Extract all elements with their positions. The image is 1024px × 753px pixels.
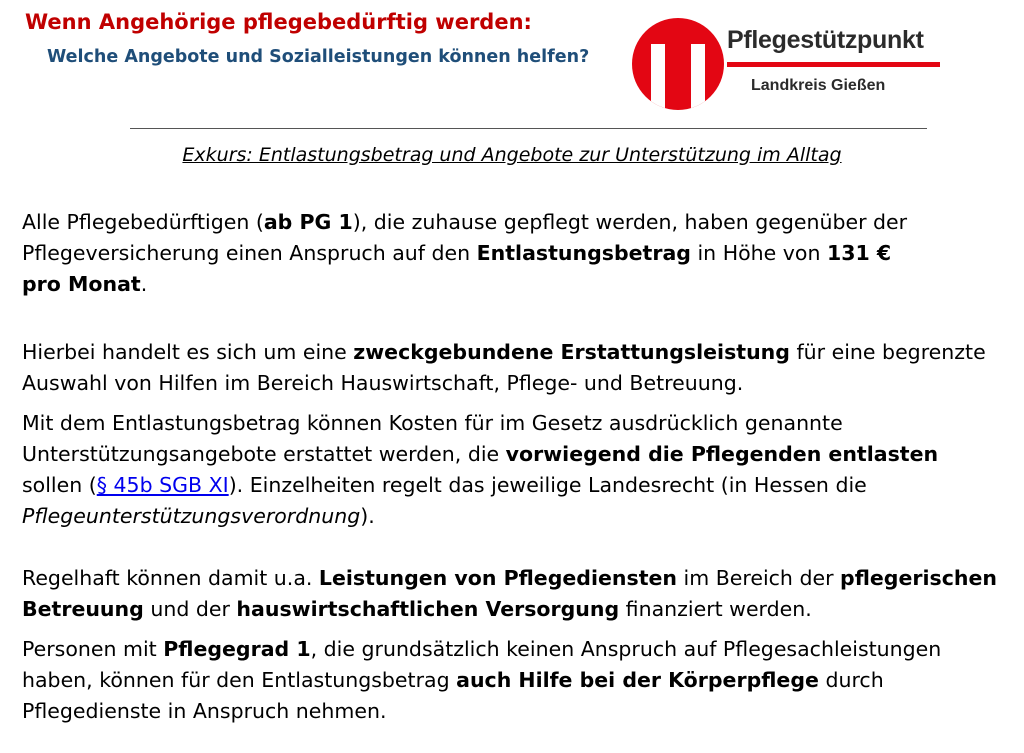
pflegestuetzpunkt-logo-icon [632,18,724,110]
text: Alle Pflegebedürftigen ( [22,210,264,234]
divider [130,128,927,129]
bold-text: 131 € [826,241,892,265]
text: , die grundsätzlich keinen Anspruch auf Pflegesachleistungen [310,637,942,661]
logo-name: Pflegestützpunkt [727,26,924,54]
text: finanziert werden. [619,597,812,621]
paragraph-purpose [22,337,1012,399]
logo-region: Landkreis Gießen [751,77,886,94]
bold-text: Leistungen von Pflegediensten [318,566,677,590]
bold-text: auch Hilfe bei der Körperpflege [456,668,819,692]
section-title: Exkurs: Entlastungsbetrag und Angebote zur Unterstützung im Alltag [182,144,842,166]
text: ). [360,504,375,528]
text: und der [143,597,237,621]
law-link[interactable]: § 45b SGB XI [96,473,229,497]
paragraph-care-level-1 [22,634,1012,727]
bold-text: vorwiegend die Pflegenden entlasten [505,442,939,466]
text: sollen ( [22,473,97,497]
paragraph-costs [22,408,1012,532]
bold-text: zweckgebundene Erstattungsleistung [353,340,790,364]
text: Regelhaft können damit u.a. [22,566,319,590]
text: im Bereich der [677,566,841,590]
text: Pflegeversicherung einen Anspruch auf den [22,241,477,265]
logo-bar [727,62,940,67]
text: . [140,272,148,296]
bold-text: Pflegegrad 1 [163,637,311,661]
text: Personen mit [22,637,164,661]
bold-text: Betreuung [22,597,144,621]
header-title: Wenn Angehörige pflegebedürftig werden: [25,10,532,34]
header-subtitle: Welche Angebote und Sozialleistungen können helfen? [47,47,590,67]
text: ), die zuhause gepflegt werden, haben gegenüber der [352,210,908,234]
text: in Höhe von [690,241,827,265]
text: haben, können für den Entlastungsbetrag [22,668,457,692]
italic-text: Pflegeunterstützungsverordnung [22,504,361,528]
paragraph-services [22,563,1012,625]
bold-text: pflegerischen [840,566,997,590]
text: für eine begrenzte [789,340,986,364]
text: Hierbei handelt es sich um eine [22,340,354,364]
bold-text: Entlastungsbetrag [476,241,691,265]
bold-text: hauswirtschaftlichen Versorgung [236,597,620,621]
text: durch [818,668,884,692]
bold-text: ab PG 1 [263,210,353,234]
text: Auswahl von Hilfen im Bereich Hauswirtschaft, Pflege- und Betreuung. [22,371,744,395]
text: Pflegedienste in Anspruch nehmen. [22,699,387,723]
text: Mit dem Entlastungsbetrag können Kosten für im Gesetz ausdrücklich genannte [22,411,843,435]
text: Unterstützungsangebote erstattet werden, die [22,442,506,466]
bold-text: pro Monat [22,272,141,296]
text: ). Einzelheiten regelt das jeweilige Landesrecht (in Hessen die [228,473,867,497]
paragraph-entitlement [22,207,1012,300]
